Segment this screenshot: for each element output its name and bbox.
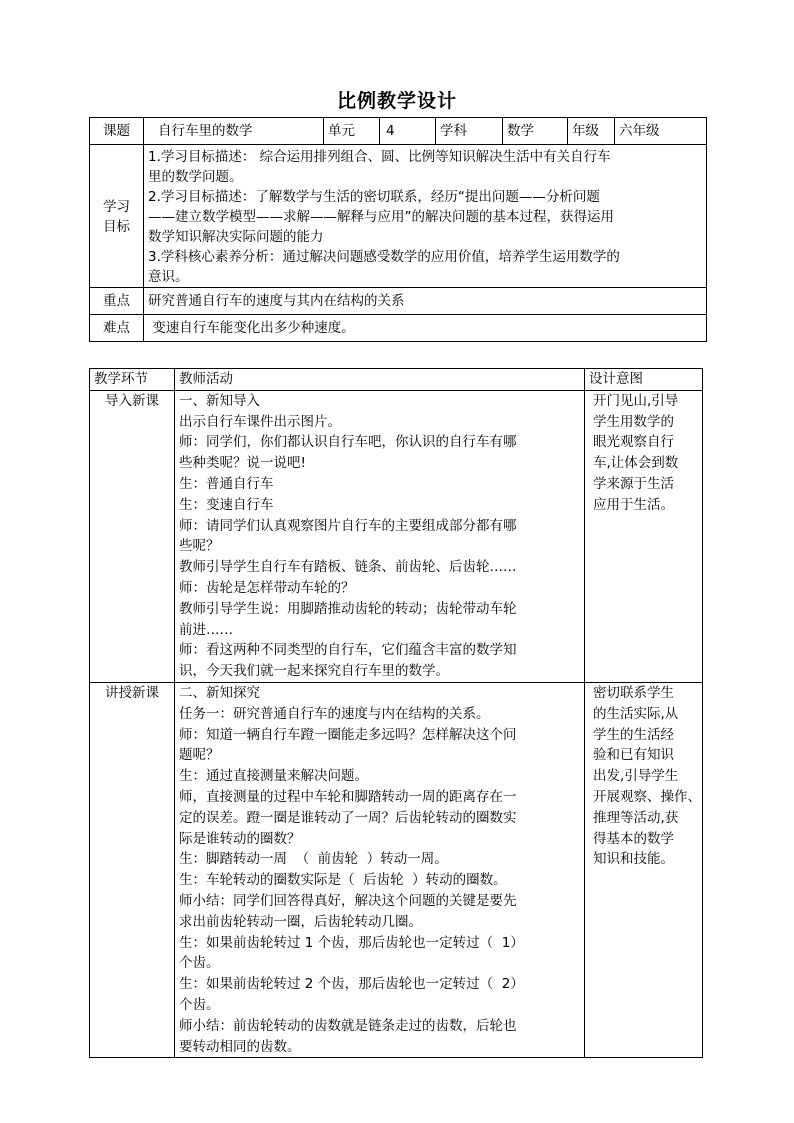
header-stage: 教学环节 [90, 369, 175, 391]
activity-line: 师：知道一辆自行车蹬一圈能走多远吗？怎样解决这个问 [179, 726, 517, 743]
activity-line: 个齿。 [179, 996, 220, 1013]
activity-line: 个齿。 [179, 955, 220, 972]
activity-line: 生：变速自行车 [179, 496, 274, 513]
activity-line: 前进…… [179, 621, 233, 638]
activity-line: 些呢？ [179, 538, 220, 555]
goal-line: 意识。 [148, 269, 189, 285]
activity-line: 任务一：研究普通自行车的速度与内在结构的关系。 [179, 705, 490, 722]
activity-line: 要转动相同的齿数。 [179, 1038, 301, 1055]
intent-line: 眼光观察自行 [593, 434, 674, 451]
activity-line: 师小结：前齿轮转动的齿数就是链条走过的齿数，后轮也 [179, 1017, 517, 1034]
info-table [89, 117, 707, 342]
topic-label: 课题 [90, 118, 144, 145]
intent-line: 知识和技能。 [593, 851, 674, 868]
intent-line: 学生用数学的 [593, 413, 674, 430]
activity-line: 师：请同学们认真观察图片自行车的主要组成部分都有哪 [179, 517, 517, 534]
stage-cell: 讲授新课 [90, 682, 175, 1057]
goal-line: 数学知识解决实际问题的能力 [148, 229, 324, 245]
intent-line: 密切联系学生 [593, 684, 674, 701]
unit-value: 4 [380, 118, 436, 145]
intent-line: 车,让体会到数 [593, 455, 679, 472]
grade-label: 年级 [568, 118, 615, 145]
activity-cell [175, 682, 585, 1057]
topic-value: 自行车里的数学 [144, 118, 324, 145]
process-table [89, 368, 703, 1058]
activity-line: 生：通过直接测量来解决问题。 [179, 768, 368, 785]
page-title: 比例教学设计 [336, 90, 457, 112]
activity-line: 师，直接测量的过程中车轮和脚踏转动一周的距离存在一 [179, 788, 517, 805]
difficulty-value: 变速自行车能变化出多少种速度。 [144, 315, 707, 342]
activity-line: 生：如果前齿轮转过 1 个齿，那后齿轮也一定转过（ 1） [179, 934, 524, 951]
key-value: 研究普通自行车的速度与其内在结构的关系 [144, 288, 707, 315]
activity-line: 出示自行车课件出示图片。 [179, 413, 341, 430]
activity-line: 一、新知导入 [179, 392, 260, 409]
goal-line: ——建立数学模型——求解——解释与应用”的解决问题的基本过程，获得运用 [148, 209, 614, 225]
activity-line: 师：同学们，你们都认识自行车吧，你认识的自行车有哪 [179, 434, 517, 451]
intent-cell [585, 682, 703, 1057]
activity-line: 师：齿轮是怎样带动车轮的？ [179, 579, 355, 596]
activity-line: 题呢？ [179, 747, 220, 764]
info-row [90, 118, 707, 145]
intent-cell [585, 390, 703, 682]
intent-line: 验和已有知识 [593, 747, 674, 764]
intent-line: 推理等活动,获 [593, 809, 679, 826]
intent-line: 的生活实际,从 [593, 705, 679, 722]
difficulty-label: 难点 [90, 315, 144, 342]
goals-label: 学习 目标 [90, 145, 144, 288]
process-header-row [90, 369, 703, 391]
activity-line: 些种类呢？说一说吧! [179, 455, 306, 472]
goal-line: 3.学科核心素养分析：通过解决问题感受数学的应用价值，培养学生运用数学的 [148, 249, 620, 265]
activity-line: 教师引导学生说：用脚踏推动齿轮的转动；齿轮带动车轮 [179, 600, 517, 617]
intent-line: 出发,引导学生 [593, 768, 679, 785]
intent-line: 学生的生活经 [593, 726, 674, 743]
intent-line: 开门见山,引导 [593, 392, 679, 409]
activity-line: 师：看这两种不同类型的自行车，它们蕴含丰富的数学知 [179, 642, 517, 659]
header-activity: 教师活动 [175, 369, 585, 391]
goal-line: 1.学习目标描述： 综合运用排列组合、圆、比例等知识解决生活中有关自行车 [148, 149, 611, 165]
activity-line: 定的误差。蹬一圈是谁转动了一周？后齿轮转动的圈数实 [179, 809, 517, 826]
unit-label: 单元 [324, 118, 380, 145]
activity-line: 生：脚踏转动一周 （ 前齿轮 ）转动一周。 [179, 851, 448, 868]
grade-value: 六年级 [615, 118, 707, 145]
goals-row [90, 145, 707, 288]
intent-line: 应用于生活。 [593, 496, 674, 513]
goals-content [144, 145, 707, 288]
intent-line: 开展观察、操作、 [593, 788, 701, 805]
key-point-row [90, 288, 707, 315]
header-intent: 设计意图 [585, 369, 703, 391]
intent-line: 学来源于生活 [593, 475, 674, 492]
activity-line: 识，今天我们就一起来探究自行车里的数学。 [179, 663, 449, 680]
activity-line: 求出前齿轮转动一圈，后齿轮转动几圈。 [179, 913, 422, 930]
subject-value: 数学 [503, 118, 568, 145]
activity-line: 际是谁转动的圈数？ [179, 830, 301, 847]
intent-line: 得基本的数学 [593, 830, 674, 847]
activity-line: 师小结：同学们回答得真好，解决这个问题的关键是要先 [179, 892, 517, 909]
key-label: 重点 [90, 288, 144, 315]
activity-line: 生：车轮转动的圈数实际是（ 后齿轮 ）转动的圈数。 [179, 872, 507, 889]
table-row [90, 682, 703, 1057]
activity-line: 生：如果前齿轮转过 2 个齿，那后齿轮也一定转过（ 2） [179, 976, 524, 993]
difficulty-row [90, 315, 707, 342]
activity-line: 生：普通自行车 [179, 475, 274, 492]
stage-cell: 导入新课 [90, 390, 175, 682]
goal-line: 2.学习目标描述：了解数学与生活的密切联系，经历“提出问题——分析问题 [148, 189, 600, 205]
activity-line: 二、新知探究 [179, 684, 260, 701]
activity-line: 教师引导学生自行车有踏板、链条、前齿轮、后齿轮…… [179, 559, 517, 576]
goal-line: 里的数学问题。 [148, 169, 243, 185]
table-row [90, 390, 703, 682]
subject-label: 学科 [436, 118, 503, 145]
activity-cell [175, 390, 585, 682]
